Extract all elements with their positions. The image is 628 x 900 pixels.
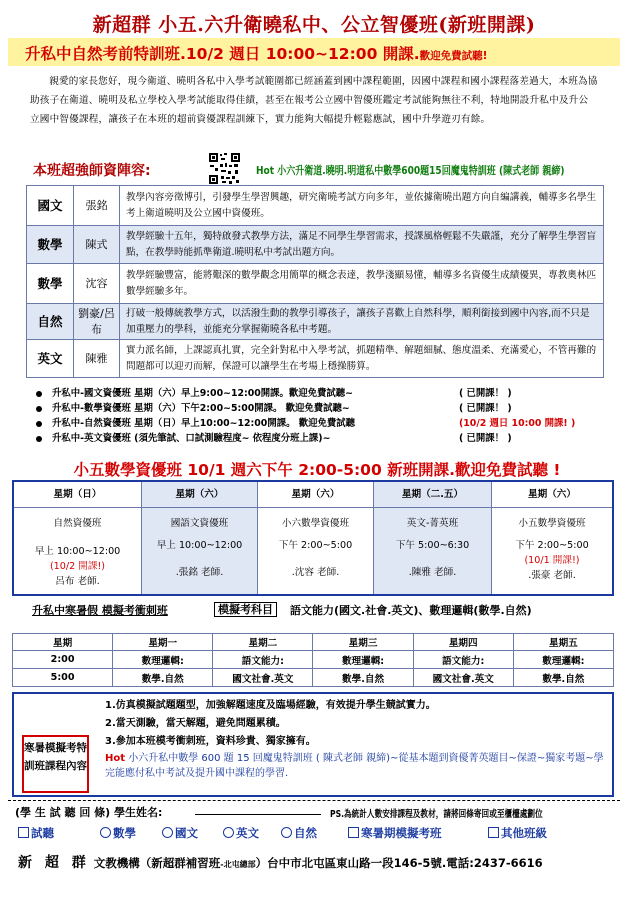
reply-note: PS.為統計人數安排課程及教材，請將回條寄回或至櫃檯處劃位	[330, 809, 543, 820]
student-name-field[interactable]	[195, 814, 321, 815]
option-label: 國文	[175, 826, 198, 840]
option-science[interactable]	[281, 825, 317, 841]
page-title: 新超群 小五.六升衛曉私中、公立智優班(新班開課)	[92, 14, 536, 36]
teacher-subject: 自然	[27, 304, 74, 340]
hot-course-line: Hot 小六升衛道.曉明.明道私中數學600題15回魔鬼特訓班 (陳式老師 親締)	[256, 164, 565, 177]
schedule-teacher: .張銘 老師.	[175, 567, 224, 578]
option-label: 英文	[236, 826, 259, 840]
mock-course-items	[105, 697, 610, 781]
schedule-time: 早上 10:00~12:00	[34, 546, 121, 557]
option-label: 試聽	[31, 826, 54, 840]
schedule-body	[258, 508, 373, 594]
table-cell: 國文社會.英文	[413, 669, 513, 687]
banner-main-text: 升私中自然考前特訓班.10/2 週日 10:00~12:00 開課.	[25, 45, 420, 63]
teacher-row	[27, 226, 604, 264]
table-cell: 語文能力:	[413, 651, 513, 669]
table-cell: 數學.自然	[313, 669, 413, 687]
table-cell: 2:00	[13, 651, 113, 669]
mock-subjects-label: 模擬考科目	[214, 602, 277, 617]
list-item	[36, 430, 616, 445]
list-item: 1.仿真模擬試題題型，加強解題速度及臨場經驗，有效提升學生競試實力。	[105, 700, 436, 711]
table-header: 星期四	[413, 634, 513, 651]
class-item-text: 升私中-英文資優班 (須先筆試、口試測驗程度~ 依程度分班上課)~	[52, 433, 331, 444]
table-header: 星期五	[513, 634, 613, 651]
schedule-start-note: (10/2 開課!)	[49, 561, 106, 572]
teacher-name: 陳雅	[74, 340, 120, 378]
table-row	[13, 651, 614, 669]
radio-circle-icon[interactable]	[281, 827, 292, 838]
option-math[interactable]	[100, 825, 136, 841]
schedule-day: 星期（六）	[258, 482, 373, 508]
schedule-teacher: .張豪 老師.	[528, 570, 576, 581]
teacher-subject: 英文	[27, 340, 74, 378]
bullet-dot-icon	[36, 406, 42, 412]
table-header: 星期三	[313, 634, 413, 651]
radio-circle-icon[interactable]	[162, 827, 173, 838]
schedule-course: 英文-菁英班	[406, 518, 459, 529]
teacher-name: 沈容	[74, 264, 120, 304]
schedule-column	[374, 482, 492, 594]
bullet-dot-icon	[36, 421, 42, 427]
teacher-row	[27, 304, 604, 340]
schedule-course: 小五數學資優班	[518, 518, 586, 529]
option-chinese[interactable]	[162, 825, 198, 841]
table-cell: 5:00	[13, 669, 113, 687]
schedule-day: 星期（六）	[142, 482, 257, 508]
list-item: 2.當天測驗，當天解題，避免問題累積。	[105, 718, 286, 729]
bullet-dot-icon	[36, 436, 42, 442]
schedule-column	[258, 482, 374, 594]
option-label: 自然	[294, 826, 317, 840]
teacher-description: 教學經驗十五年，獨特啟發式教學方法，滿足不同學生學習需求，授課風格輕鬆不失嚴謹，充分了解學生學習盲點，在教學時能抓準衛道.曉明私中考試出題方向。	[120, 226, 604, 264]
table-cell: 數理邏輯:	[513, 651, 613, 669]
table-cell: 國文社會.英文	[213, 669, 313, 687]
radio-circle-icon[interactable]	[100, 827, 111, 838]
reply-slip-label: (學 生 試 聽 回 條) 學生姓名:	[15, 806, 163, 819]
schedule-day: 星期（日）	[14, 482, 141, 508]
checkbox-icon[interactable]	[488, 827, 499, 838]
hot-badge: Hot	[105, 753, 126, 764]
footer	[18, 852, 543, 872]
class-schedule	[12, 480, 614, 596]
class-item-status: ( 已開課！ )	[459, 433, 512, 444]
teacher-description: 教學內容旁徵博引，引發學生學習興趣，研究衛曉考試方向多年，並依據衛曉出題方向自編講義，輔導多名學生考上衛道曉明及公立國中資優班。	[120, 186, 604, 226]
option-trial[interactable]	[18, 825, 54, 841]
option-english[interactable]	[223, 825, 259, 841]
list-item	[36, 385, 616, 400]
class-item-status: ( 已開課！ )	[459, 403, 512, 414]
checkbox-icon[interactable]	[18, 827, 29, 838]
grade5-math-ad: 小五數學資優班 10/1 週六下午 2:00-5:00 新班開課.歡迎免費試聽 !	[73, 461, 561, 479]
table-header: 星期一	[113, 634, 213, 651]
schedule-start-note: (10/1 開課!)	[524, 555, 580, 566]
schedule-day: 星期（六）	[492, 482, 612, 508]
teacher-row	[27, 264, 604, 304]
mock-exam-title: 升私中寒暑假 模擬考衝刺班	[32, 604, 168, 617]
class-item-status: ( 已開課！ )	[459, 388, 512, 399]
teacher-description: 教學經驗豐富，能將艱深的數學觀念用簡單的概念表達，教學淺顯易懂，輔導多名資優生成績優異，專教奧林匹數學經驗多年。	[120, 264, 604, 304]
option-label: 寒暑期模擬考班	[361, 826, 442, 840]
teacher-description: 實力派名師，上課認真扎實，完全針對私中入學考試，抓題精準、解題細膩、態度溫柔、充滿愛心，不管再難的問題都可以迎刃而解，保證可以讓學生在考場上穩操勝算。	[120, 340, 604, 378]
class-list	[36, 385, 616, 445]
class-item-status: (10/2 週日 10:00 開課! )	[459, 418, 576, 429]
schedule-course: 自然資優班	[53, 518, 102, 529]
schedule-time: 早上 10:00~12:00	[156, 540, 243, 551]
table-cell: 數學.自然	[113, 669, 213, 687]
footer-branch: -北屯總部	[220, 860, 256, 869]
option-label: 數學	[113, 826, 136, 840]
schedule-course: 小六數學資優班	[281, 518, 350, 529]
mock-exam-schedule	[12, 633, 614, 687]
intro-paragraph: 親愛的家長您好，現今衛道、曉明各私中入學考試範圍都已經涵蓋到國中課程範圍，因國中課程和國小課程落差過大，本班為協助孩子在衛道、曉明及私立學校入學考試能取得佳績，甚至在報考公立國中智優班鑑定考試能夠無往不利，特地開設升私中及升公立國中智優課程，讓孩子在本班的超前資優課程訓練下，實力能夠大幅提升輕鬆應試，國中升學遊刃有餘。	[30, 76, 598, 125]
table-header: 星期二	[213, 634, 313, 651]
mock-subjects: 語文能力(國文.社會.英文)、數理邏輯(數學.自然)	[290, 604, 532, 617]
schedule-teacher: .陳雅 老師.	[408, 567, 457, 578]
schedule-column	[492, 482, 612, 594]
mock-course-label: 寒暑模擬考特訓班課程內容	[22, 735, 89, 793]
teacher-subject: 數學	[27, 226, 74, 264]
table-cell: 數理邏輯:	[313, 651, 413, 669]
teachers-heading: 本班超強師資陣容:	[33, 163, 151, 179]
teacher-name: 陳式	[74, 226, 120, 264]
banner-headline	[25, 42, 487, 64]
schedule-column	[14, 482, 142, 594]
table-cell: 語文能力:	[213, 651, 313, 669]
teacher-row	[27, 186, 604, 226]
option-other[interactable]	[488, 825, 547, 841]
cut-line-divider	[8, 800, 620, 801]
table-cell: 數理邏輯:	[113, 651, 213, 669]
teacher-name: 劉豪/呂布	[74, 304, 120, 340]
teacher-row	[27, 340, 604, 378]
teacher-description: 打破一般傳統教學方式，以活潑生動的教學引導孩子，讓孩子喜歡上自然科學，順利銜接到國中內容,而不只是加重壓力的學科，並能充分掌握衛曉各私中考題。	[120, 304, 604, 340]
footer-org: 文教機構（新超群補習班	[93, 856, 221, 870]
class-item-text: 升私中-自然資優班 星期（日）早上10:00~12:00開課。 歡迎免費試聽	[52, 418, 355, 429]
checkbox-icon[interactable]	[348, 827, 359, 838]
schedule-column	[142, 482, 258, 594]
bullet-dot-icon	[36, 391, 42, 397]
schedule-body	[492, 508, 612, 594]
schedule-time: 下午 2:00~5:00	[515, 540, 589, 551]
schedule-day: 星期（二.五）	[374, 482, 491, 508]
schedule-body	[374, 508, 491, 594]
schedule-body	[14, 508, 141, 594]
table-header: 星期	[13, 634, 113, 651]
schedule-time: 下午 2:00~5:00	[278, 540, 353, 551]
footer-brand: 新 超 群	[18, 855, 90, 871]
table-row	[13, 669, 614, 687]
hot-course-text: 小六升私中數學 600 題 15 回魔鬼特訓班 ( 陳式老師 親締)~從基本題到資優菁英題目~保證~獨家考題~學完能應付私中考試及提升國中課程的學習.	[105, 753, 604, 779]
footer-address: ）台中市北屯區東山路一段146-5號.電話:2437-6616	[255, 856, 543, 870]
banner-free-trial: 歡迎免費試聽!	[419, 50, 488, 62]
table-row	[13, 634, 614, 651]
table-cell: 數學.自然	[513, 669, 613, 687]
schedule-teacher: 呂布 老師.	[55, 576, 100, 587]
list-item	[36, 400, 616, 415]
teacher-name: 張銘	[74, 186, 120, 226]
class-item-text: 升私中-國文資優班 星期（六）早上9:00~12:00開課。歡迎免費試聽~	[52, 388, 354, 399]
schedule-teacher: .沈容 老師.	[291, 567, 340, 578]
list-item	[36, 415, 616, 430]
schedule-time: 下午 5:00~6:30	[395, 540, 470, 551]
class-item-text: 升私中-數學資優班 星期（六）下午2:00~5:00開課。 歡迎免費試聽~	[52, 403, 350, 414]
qr-code-icon	[208, 152, 241, 185]
option-mock-exam[interactable]	[348, 825, 442, 841]
schedule-body	[142, 508, 257, 594]
list-item: 3.參加本班模考衝刺班，資料珍貴、獨家擁有。	[105, 736, 316, 747]
radio-circle-icon[interactable]	[223, 827, 234, 838]
teachers-table	[26, 185, 604, 378]
list-item	[105, 751, 610, 781]
option-label: 其他班級	[501, 826, 547, 840]
teacher-subject: 數學	[27, 264, 74, 304]
teacher-subject: 國文	[27, 186, 74, 226]
schedule-course: 國語文資優班	[170, 518, 229, 529]
